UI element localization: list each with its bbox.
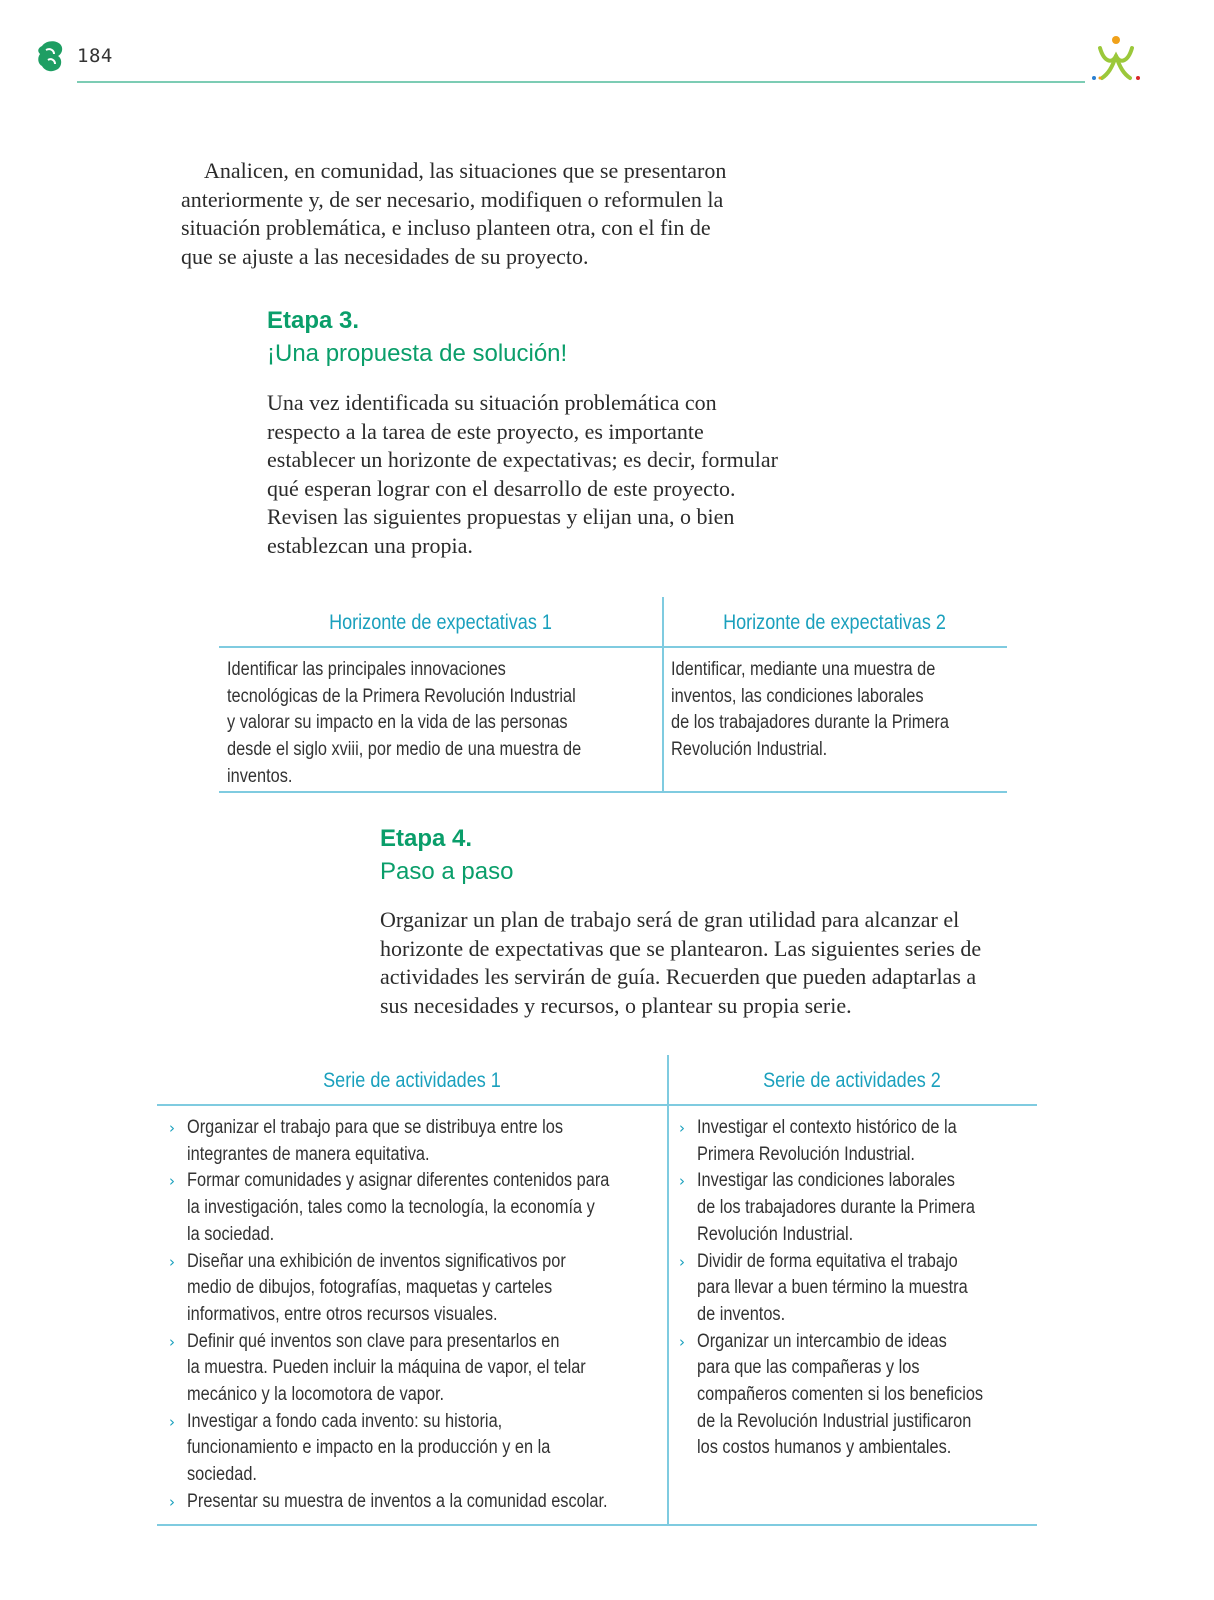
table-header-series-1: Serie de actividades 1 <box>323 1069 501 1092</box>
text-line: para llevar a buen término la muestra <box>697 1277 968 1299</box>
text-line: tecnológicas de la Primera Revolución Industrial <box>227 685 576 707</box>
text-line: Identificar, mediante una muestra de <box>671 659 936 680</box>
text-line: que se ajuste a las necesidades de su proyecto. <box>181 243 589 269</box>
text-line: inventos, las condiciones laborales <box>671 685 924 707</box>
chevron-right-icon: › <box>679 1332 685 1351</box>
text-line: Organizar un intercambio de ideas <box>697 1330 947 1352</box>
list-item <box>163 1115 678 1168</box>
stage4-subtitle: Paso a paso <box>380 858 514 885</box>
text-line: la muestra. Pueden incluir la máquina de vapor, el telar <box>187 1357 586 1379</box>
text-line: mecánico y la locomotora de vapor. <box>187 1384 445 1406</box>
series-2-list <box>673 1115 1030 1462</box>
list-item <box>163 1409 678 1489</box>
header-rule <box>157 1104 1037 1106</box>
book-logo-icon <box>36 38 66 74</box>
column-divider <box>662 597 664 793</box>
chevron-right-icon: › <box>169 1412 175 1431</box>
text-line: Organizar un plan de trabajo será de gran utilidad para alcanzar el <box>380 907 960 932</box>
text-line: situación problemática, e incluso planteen otra, con el fin de <box>181 215 711 241</box>
text-line: qué esperan lograr con el desarrollo de este proyecto. <box>267 475 736 501</box>
chevron-right-icon: › <box>169 1172 175 1191</box>
text-line: horizonte de expectativas que se plantearon. Las siguientes series de <box>380 935 982 961</box>
text-line: Una vez identificada su situación problemática con <box>267 390 717 415</box>
text-line: Definir qué inventos son clave para presentarlos en <box>187 1330 560 1352</box>
text-line: Analicen, en comunidad, las situaciones que se presentaron <box>204 158 727 183</box>
text-line: Investigar el contexto histórico de la <box>697 1117 957 1138</box>
stage4-paragraph <box>380 906 981 1020</box>
list-item <box>163 1329 678 1409</box>
text-line: Identificar las principales innovaciones <box>227 659 506 680</box>
text-line: Revolución Industrial. <box>671 739 828 761</box>
text-line: inventos. <box>227 765 293 787</box>
horizons-table <box>219 597 1007 793</box>
header-rule <box>219 646 1007 648</box>
text-line: sociedad. <box>187 1464 257 1486</box>
text-line: la sociedad. <box>187 1223 275 1245</box>
list-item <box>163 1249 678 1329</box>
list-item <box>163 1489 678 1516</box>
text-line: Revisen las siguientes propuestas y elijan una, o bien <box>267 504 735 530</box>
text-line: actividades les servirán de guía. Recuerden que pueden adaptarlas a <box>380 964 977 990</box>
text-line: la investigación, tales como la tecnología, la economía y <box>187 1197 595 1219</box>
text-line: anteriormente y, de ser necesario, modifiquen o reformulen la <box>181 186 724 212</box>
stage3-subtitle: ¡Una propuesta de solución! <box>267 340 568 367</box>
text-line: establezcan una propia. <box>267 532 473 558</box>
list-item <box>673 1249 1030 1329</box>
text-line: de los trabajadores durante la Primera <box>671 712 949 734</box>
text-line: de la Revolución Industrial justificaron <box>697 1410 972 1432</box>
series-1-list <box>163 1115 678 1516</box>
text-line: Formar comunidades y asignar diferentes contenidos para <box>187 1170 610 1192</box>
stage3-paragraph <box>267 389 778 561</box>
flower-figure-icon <box>1090 34 1142 86</box>
text-line: y valorar su impacto en la vida de las personas <box>227 712 568 734</box>
chevron-right-icon: › <box>679 1252 685 1271</box>
text-line: Revolución Industrial. <box>697 1223 854 1245</box>
activities-table <box>157 1055 1037 1526</box>
text-line: integrantes de manera equitativa. <box>187 1143 430 1165</box>
text-line: para que las compañeras y los <box>697 1357 920 1379</box>
chevron-right-icon: › <box>679 1172 685 1191</box>
chevron-right-icon: › <box>169 1119 175 1137</box>
stage3-number: Etapa 3. <box>267 307 360 334</box>
text-line: desde el siglo xviii, por medio de una muestra de <box>227 739 582 761</box>
text-line: Organizar el trabajo para que se distribuya entre los <box>187 1117 564 1138</box>
text-line: sus necesidades y recursos, o plantear su propia serie. <box>380 992 852 1018</box>
text-line: Investigar las condiciones laborales <box>697 1170 955 1192</box>
horizon-2-text <box>671 657 994 764</box>
intro-paragraph <box>181 157 726 271</box>
header-rule <box>77 81 1085 83</box>
text-line: informativos, entre otros recursos visuales. <box>187 1303 498 1325</box>
chevron-right-icon: › <box>169 1252 175 1271</box>
text-line: Primera Revolución Industrial. <box>697 1143 915 1165</box>
text-line: Diseñar una exhibición de inventos significativos por <box>187 1250 566 1272</box>
list-item <box>163 1168 678 1248</box>
text-line: compañeros comenten si los beneficios <box>697 1384 984 1406</box>
text-line: funcionamiento e impacto en la producción y en la <box>187 1437 551 1459</box>
text-line: medio de dibujos, fotografías, maquetas y carteles <box>187 1277 553 1299</box>
chevron-right-icon: › <box>169 1492 175 1511</box>
stage4-heading <box>380 822 513 888</box>
bottom-rule <box>157 1524 1037 1526</box>
text-line: Dividir de forma equitativa el trabajo <box>697 1250 958 1272</box>
table-header-horizon-1: Horizonte de expectativas 1 <box>329 611 552 634</box>
text-line: Investigar a fondo cada invento: su historia, <box>187 1410 503 1432</box>
text-line: de los trabajadores durante la Primera <box>697 1197 975 1219</box>
table-header-horizon-2: Horizonte de expectativas 2 <box>723 611 946 634</box>
text-line: establecer un horizonte de expectativas; es decir, formular <box>267 447 778 473</box>
stage4-number: Etapa 4. <box>380 825 473 852</box>
chevron-right-icon: › <box>679 1119 685 1137</box>
chevron-right-icon: › <box>169 1332 175 1351</box>
text-line: respecto a la tarea de este proyecto, es importante <box>267 418 704 444</box>
stage3-heading <box>267 304 567 370</box>
list-item <box>673 1329 1030 1463</box>
text-line: de inventos. <box>697 1303 786 1325</box>
bottom-rule <box>219 791 1007 793</box>
table-header-series-2: Serie de actividades 2 <box>763 1069 941 1092</box>
text-line: los costos humanos y ambientales. <box>697 1437 952 1459</box>
text-line: Presentar su muestra de inventos a la comunidad escolar. <box>187 1490 608 1512</box>
list-item <box>673 1168 1030 1248</box>
horizon-1-text <box>227 657 639 791</box>
list-item <box>673 1115 1030 1168</box>
page-number: 184 <box>77 45 113 67</box>
